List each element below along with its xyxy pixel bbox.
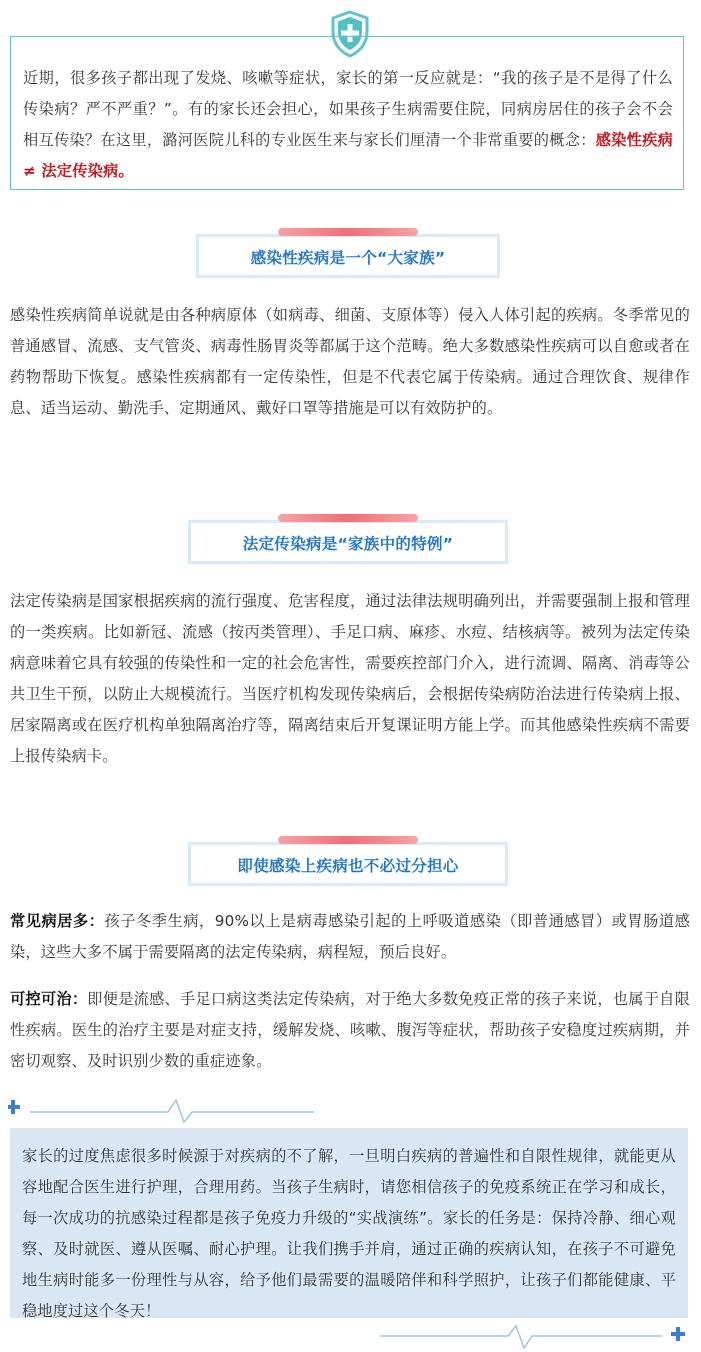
- item-text: 孩子冬季生病，90%以上是病毒感染引起的上呼吸道感染（即普通感冒）或胃肠道感染，这些大多不属于需要隔离的法定传染病，病程短，预后良好。: [10, 912, 690, 961]
- section3-item-1: [10, 906, 690, 968]
- closing-text: 家长的过度焦虑很多时候源于对疾病的不了解，一旦明白疾病的普遍性和自限性规律，就能更从容地配合医生进行护理，合理用药。当孩子生病时，请您相信孩子的免疫系统正在学习和成长，每一次成功的抗感染过程都是孩子免疫力升级的“实战演练”。家长的任务是：保持冷静、细心观察、及时就医、遵从医嘱、耐心护理。让我们携手并肩，通过正确的疾病认知，在孩子不可避免地生病时能多一份理性与从容，给予他们最需要的温暖陪伴和科学照护，让孩子们都能健康、平稳地度过这个冬天！: [22, 1147, 676, 1320]
- plus-icon: [8, 1092, 24, 1124]
- item-text: 即便是流感、手足口病这类法定传染病，对于绝大多数免疫正常的孩子来说，也属于自限性疾病。医生的治疗主要是对症支持，缓解发烧、咳嗽、腹泻等症状，帮助孩子安稳度过疾病期，并密切观察、及时识别少数的重症迹象。: [10, 990, 690, 1070]
- header-accent-bar: [278, 836, 418, 844]
- section1-title: 感染性疾病是一个“大家族”: [250, 249, 446, 267]
- item-label: 常见病居多：: [10, 912, 105, 930]
- intro-highlight: 感染性疾病 ≠ 法定传染病。: [23, 131, 674, 180]
- section3-header: [188, 836, 508, 886]
- section2-header: [188, 514, 508, 564]
- heartbeat-line-icon: [380, 1322, 690, 1352]
- section2-body: 法定传染病是国家根据疾病的流行强度、危害程度，通过法律法规明确列出，并需要强制上报和管理的一类疾病。比如新冠、流感（按丙类管理）、手足口病、麻疹、水痘、结核病等。被列为法定传染病意味着它具有较强的传染性和一定的社会危害性，需要疾控部门介入，进行流调、隔离、消毒等公共卫生干预，以防止大规模流行。当医疗机构发现传染病后，会根据传染病防治法进行传染病上报、居家隔离或在医疗机构单独隔离治疗等，隔离结束后开复课证明方能上学。而其他感染性疾病不需要上报传染病卡。: [10, 592, 690, 765]
- heartbeat-line-icon: [8, 1092, 318, 1124]
- section1-body: 感染性疾病简单说就是由各种病原体（如病毒、细菌、支原体等）侵入人体引起的疾病。冬季常见的普通感冒、流感、支气管炎、病毒性肠胃炎等都属于这个范畴。绝大多数感染性疾病可以自愈或者在药物帮助下恢复。感染性疾病都有一定传染性，但是不代表它属于传染病。通过合理饮食、规律作息、适当运动、勤洗手、定期通风、戴好口罩等措施是可以有效防护的。: [10, 306, 690, 417]
- section2-title: 法定传染病是“家族中的特例”: [242, 535, 454, 553]
- plus-icon: [670, 1322, 690, 1346]
- header-accent-bar: [278, 228, 418, 236]
- intro-box: [10, 36, 684, 190]
- header-accent-bar: [278, 514, 418, 522]
- intro-text: 近期，很多孩子都出现了发烧、咳嗽等症状，家长的第一反应就是：“我的孩子是不是得了什么传染病？严不严重？”。有的家长还会担心，如果孩子生病需要住院，同病房居住的孩子会不会相互传染？在这里，潞河医院儿科的专业医生来与家长们厘清一个非常重要的概念：: [23, 69, 673, 149]
- section3-title: 即使感染上疾病也不必过分担心: [237, 857, 459, 875]
- section1-header: [196, 228, 500, 278]
- closing-box: [10, 1128, 688, 1318]
- section3-item-2: [10, 984, 690, 1077]
- item-label: 可控可治：: [10, 990, 88, 1008]
